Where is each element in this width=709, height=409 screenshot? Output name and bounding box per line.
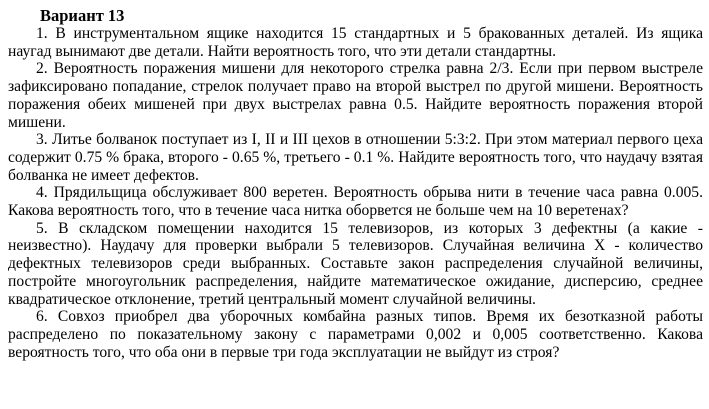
problem-4: 4. Прядильщица обслуживает 800 веретен. Вероятность обрыва нити в течение часа равна 0.005. Какова вероятность того, что в течение часа нитка оборвется не больше чем на 10 веретенах? [8,184,703,220]
problem-6: 6. Совхоз приобрел два уборочных комбайна разных типов. Время их безотказной работы распределено по показательному закону с параметрами 0,002 и 0,005 соответственно. Какова вероятность того, что оба они в первые три года эксплуатации не выйдут из строя? [8,308,703,361]
problem-2: 2. Вероятность поражения мишени для некоторого стрелка равна 2/3. Если при первом выстреле зафиксировано попадание, стрелок получает право на второй выстрел по другой мишени. Вероятность поражения обеих мишеней при двух выстрелах равна 0.5. Найдите вероятность поражения второй мишени. [8,60,703,131]
problem-3: 3. Литье болванок поступает из I, II и III цехов в отношении 5:3:2. При этом материал первого цеха содержит 0.75 % брака, второго - 0.65 %, третьего - 0.1 %. Найдите вероятность того, что наудачу взятая болванка не имеет дефектов. [8,131,703,184]
problem-5: 5. В складском помещении находится 15 телевизоров, из которых 3 дефектны (а какие - неизвестно). Наудачу для проверки выбрали 5 телевизоров. Случайная величина Х - количество дефектных телевизоров среди выбранных. Составьте закон распределения случайной величины, постройте многоугольник распределения, найдите математическое ожидание, дисперсию, среднее квадратическое отклонение, третий центральный момент случайной величины. [8,219,703,308]
problem-1: 1. В инструментальном ящике находится 15 стандартных и 5 бракованных деталей. Из ящика наугад вынимают две детали. Найти вероятность того, что эти детали стандартны. [8,25,703,60]
variant-title: Вариант 13 [40,6,125,25]
